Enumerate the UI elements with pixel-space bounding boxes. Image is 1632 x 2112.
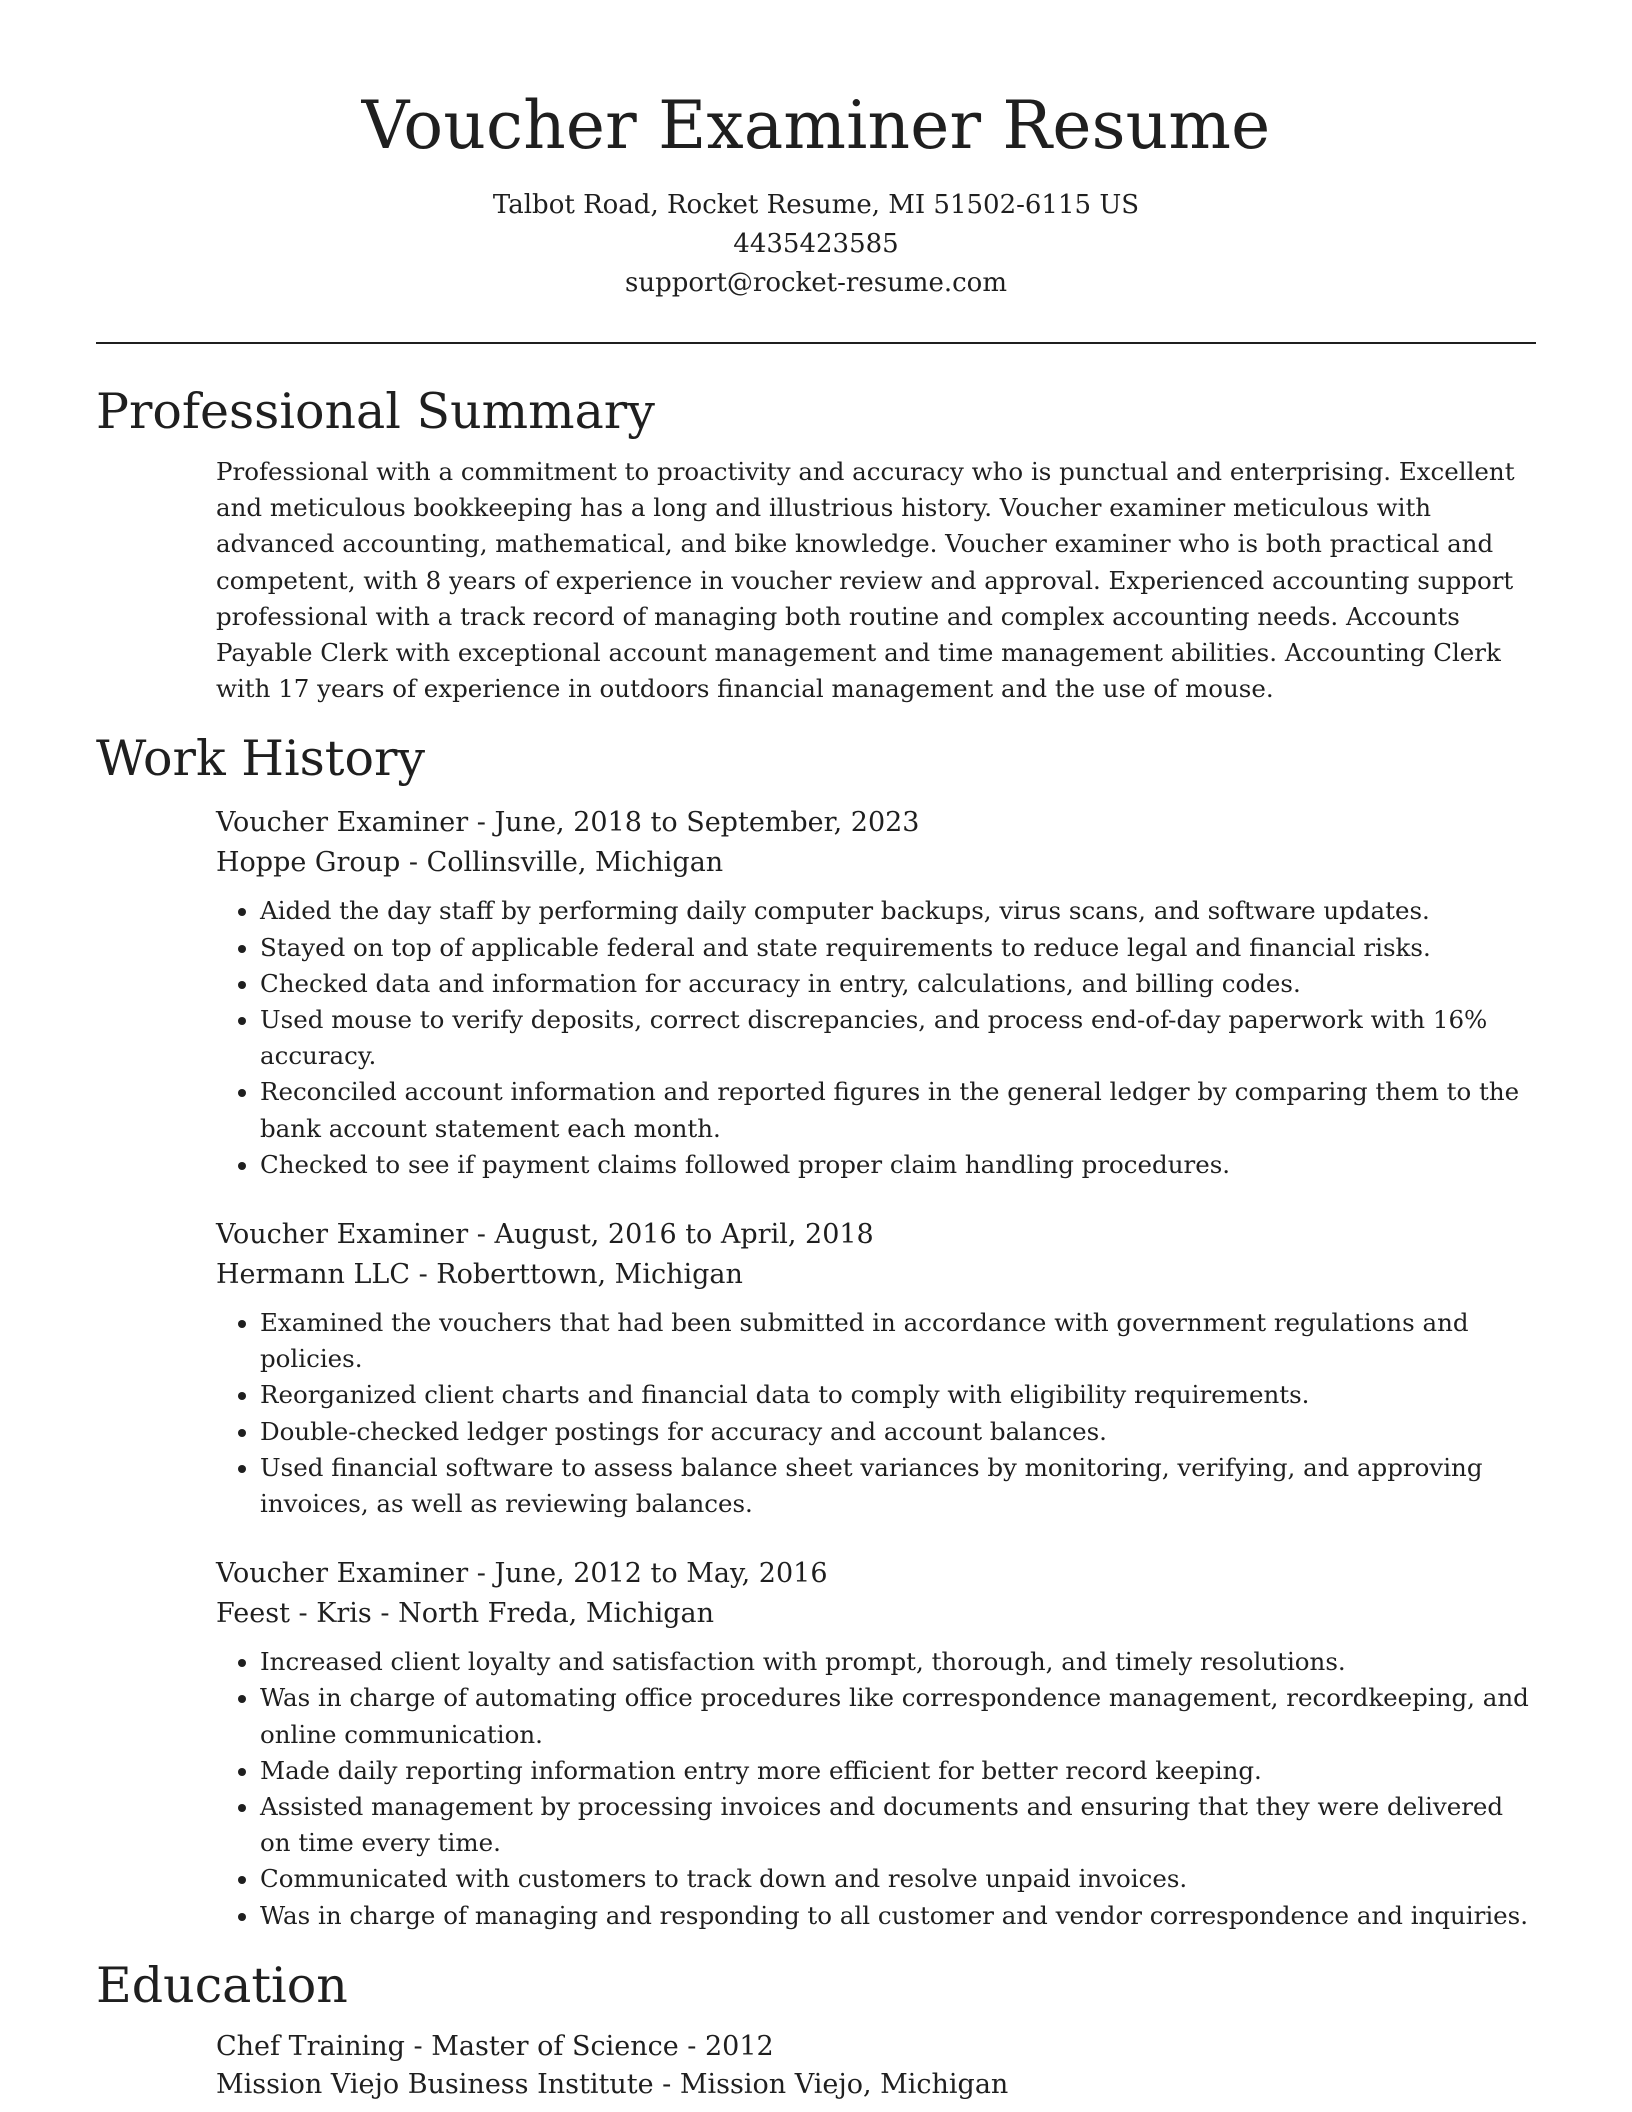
header-divider [96, 342, 1536, 344]
summary-section [96, 382, 1536, 707]
education-entry [216, 2028, 1536, 2104]
job-title-dates: Voucher Examiner - June, 2012 to May, 2016 [216, 1558, 828, 1590]
contact-info [96, 186, 1536, 303]
job-company-location: Feest - Kris - North Freda, Michigan [216, 1598, 715, 1630]
job-duty: • Was in charge of automating office procedures like correspondence management, recordkeeping, and online communication. [260, 1680, 1536, 1752]
job-company-location: Hermann LLC - Roberttown, Michigan [216, 1259, 743, 1291]
resume-title: Voucher Examiner Resume [361, 87, 1271, 164]
job-entry [216, 803, 1536, 1183]
job-duty: • Assisted management by processing invoices and documents and ensuring that they were delivered on time every time. [260, 1789, 1536, 1861]
job-duties-list [216, 893, 1536, 1183]
job-title-dates: Voucher Examiner - August, 2016 to April, 2018 [216, 1219, 874, 1251]
job-duty: • Was in charge of managing and responding to all customer and vendor correspondence and inquiries. [260, 1898, 1536, 1934]
contact-email: support@rocket-resume.com [624, 268, 1007, 298]
job-duty: • Increased client loyalty and satisfaction with prompt, thorough, and timely resolutions. [260, 1644, 1536, 1680]
summary-text: Professional with a commitment to proactivity and accuracy who is punctual and enterprising. Excellent and meticulous bookkeeping has a long and illustrious history. Voucher examiner meticulous with advanced accounting, mathematical, and bike knowledge. Voucher examiner who is both practical and competent, with 8 years of experience in voucher review and approval. Experienced accounting support professional with a track record of managing both routine and complex accounting needs. Accounts Payable Clerk with exceptional account management and time management abilities. Accounting Clerk with 17 years of experience in outdoors financial management and the use of mouse. [216, 457, 1515, 704]
job-duty: • Aided the day staff by performing daily computer backups, virus scans, and software updates. [260, 893, 1536, 929]
summary-heading: Professional Summary [96, 383, 655, 440]
job-duty: • Used mouse to verify deposits, correct discrepancies, and process end-of-day paperwork with 16% accuracy. [260, 1002, 1536, 1074]
education-section [96, 1956, 1536, 2104]
work-history-section [96, 729, 1536, 1933]
education-heading: Education [96, 1956, 348, 2014]
contact-address: Talbot Road, Rocket Resume, MI 51502-6115 US [492, 190, 1140, 220]
work-history-heading: Work History [96, 730, 426, 788]
resume-header [96, 0, 1536, 303]
job-duty: • Used financial software to assess balance sheet variances by monitoring, verifying, and approving invoices, as well as reviewing balances. [260, 1450, 1536, 1522]
job-duty: • Checked data and information for accuracy in entry, calculations, and billing codes. [260, 966, 1536, 1002]
education-degree: Chef Training - Master of Science - 2012 [216, 2030, 774, 2062]
job-duties-list [216, 1305, 1536, 1522]
job-duty: • Reconciled account information and reported figures in the general ledger by comparing them to the bank account statement each month. [260, 1074, 1536, 1146]
job-entry [216, 1215, 1536, 1522]
job-title-dates: Voucher Examiner - June, 2018 to September, 2023 [216, 807, 920, 839]
job-duty: • Stayed on top of applicable federal and state requirements to reduce legal and financial risks. [260, 930, 1536, 966]
job-duties-list [216, 1644, 1536, 1934]
job-duty: • Communicated with customers to track down and resolve unpaid invoices. [260, 1861, 1536, 1897]
contact-phone: 4435423585 [733, 229, 899, 259]
job-entry [216, 1554, 1536, 1934]
job-duty: • Made daily reporting information entry more efficient for better record keeping. [260, 1753, 1536, 1789]
job-duty: • Double-checked ledger postings for accuracy and account balances. [260, 1414, 1536, 1450]
job-company-location: Hoppe Group - Collinsville, Michigan [216, 847, 724, 879]
job-duty: • Reorganized client charts and financial data to comply with eligibility requirements. [260, 1377, 1536, 1413]
education-school: Mission Viejo Business Institute - Mission Viejo, Michigan [216, 2068, 1009, 2100]
job-duty: • Checked to see if payment claims followed proper claim handling procedures. [260, 1147, 1536, 1183]
job-duty: • Examined the vouchers that had been submitted in accordance with government regulations and policies. [260, 1305, 1536, 1377]
